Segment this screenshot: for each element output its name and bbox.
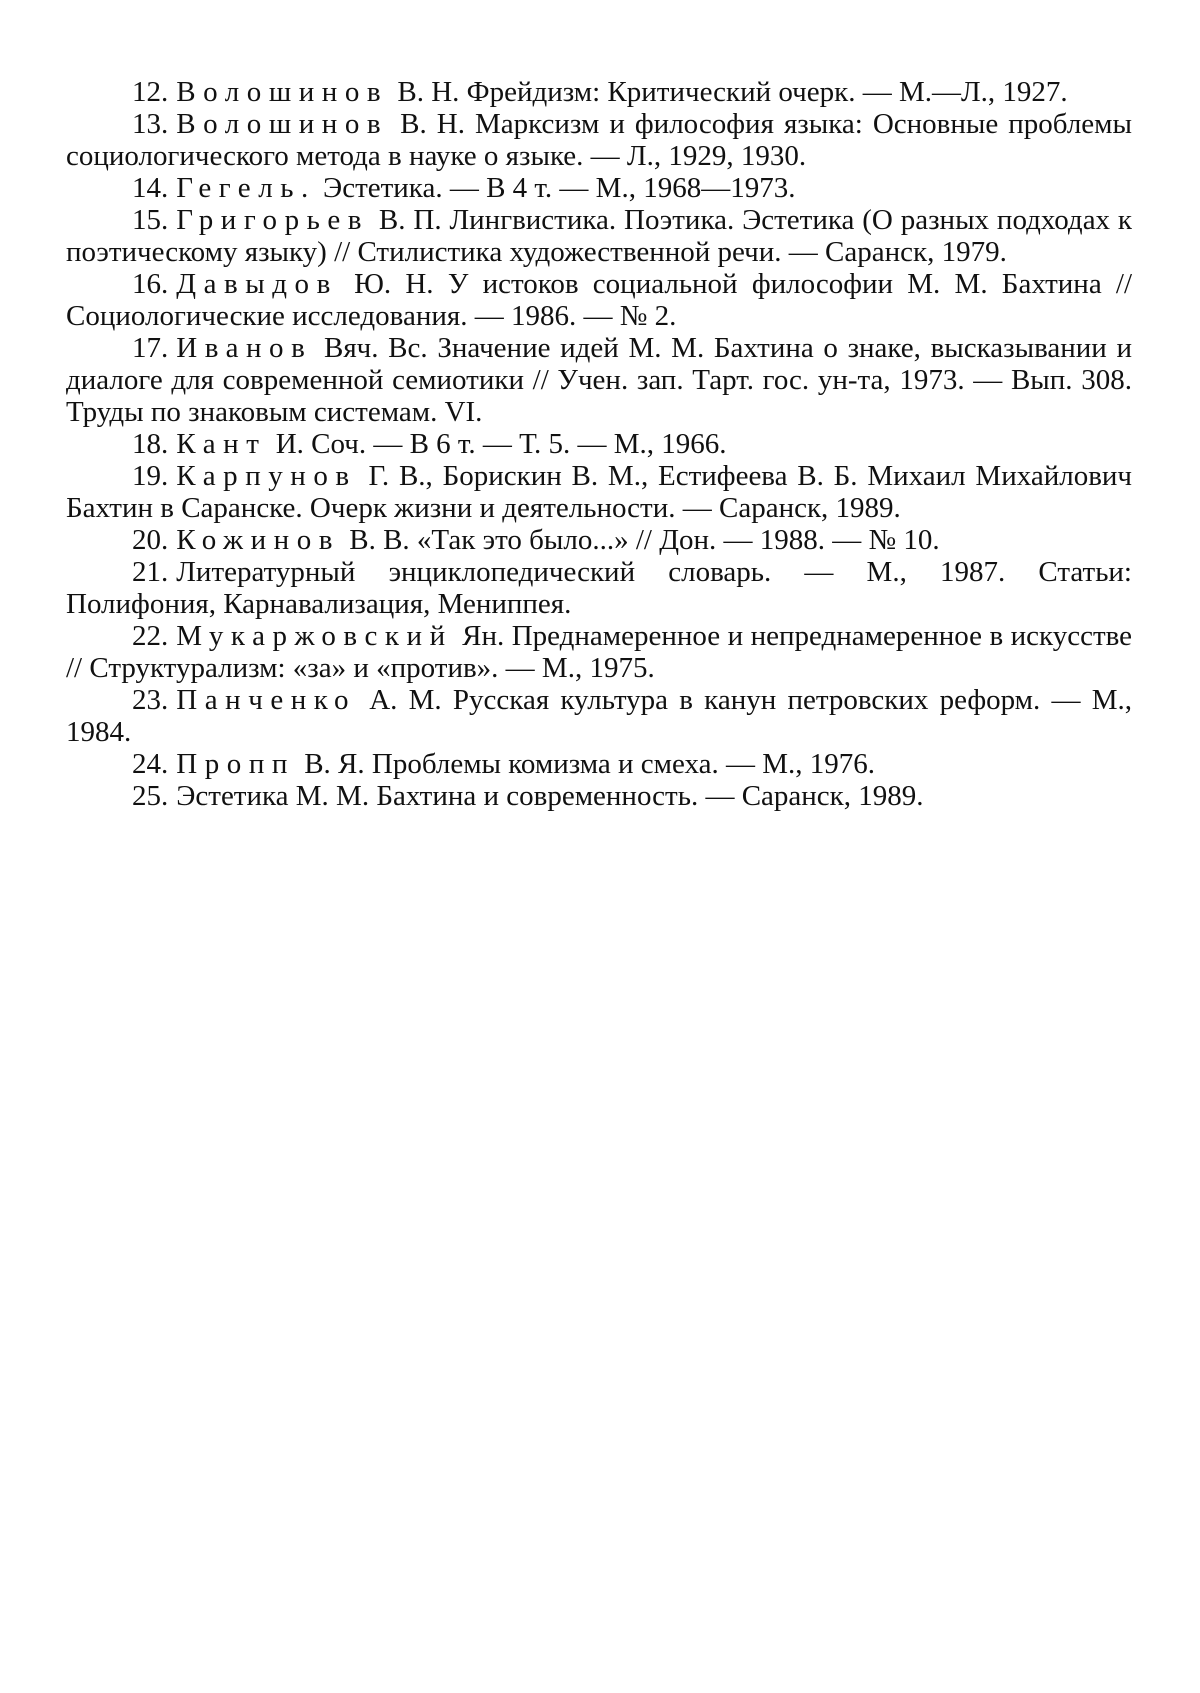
entry-text: Фрейдизм: Критический очерк. — М.—Л., 1927. (466, 76, 1068, 108)
entry-initials: В. В. (349, 524, 410, 556)
entry-author: Мукаржовский (176, 620, 453, 652)
entry-text: Соч. — В 6 т. — Т. 5. — М., 1966. (311, 428, 727, 460)
entry-number: 17. (132, 332, 169, 364)
bibliography-entry (66, 332, 1132, 428)
entry-number: 22. (132, 620, 169, 652)
entry-number: 19. (132, 460, 169, 492)
entry-text: Литературный энциклопедический словарь. — М., 1987. Статьи: Полифония, Карнавализация, Мениппея. (66, 556, 1132, 620)
entry-author: Кант (176, 428, 267, 460)
entry-text: Эстетика. — В 4 т. — М., 1968—1973. (323, 172, 796, 204)
bibliography-entry (66, 428, 1132, 460)
bibliography-entry (66, 748, 1132, 780)
entry-number: 16. (132, 268, 169, 300)
entry-author: Кожинов (176, 524, 340, 556)
entry-author: Карпунов (176, 460, 357, 492)
bibliography-entry (66, 76, 1132, 108)
entry-text: Марксизм и философия языка: Основные проблемы социологического метода в науке о языке. — Л., 1929, 1930. (66, 108, 1132, 172)
entry-initials: Ян. (462, 620, 505, 652)
entry-author: Волошинов (176, 76, 389, 108)
entry-text: Русская культура в канун петровских реформ. — М., 1984. (66, 684, 1133, 748)
bibliography-entry (66, 460, 1132, 524)
entry-initials: В. Я. (304, 748, 365, 780)
bibliography-entry (66, 620, 1132, 684)
bibliography-entry (66, 204, 1132, 268)
entry-text: Значение идей М. М. Бахтина о знаке, высказывании и диалоге для современной семиотики // Учен. зап. Тарт. гос. ун-та, 1973. — Вып. 308. Труды по знаковым системам. VI. (66, 332, 1133, 428)
entry-text: Проблемы комизма и смеха. — М., 1976. (371, 748, 876, 780)
bibliography-entry (66, 524, 1132, 556)
entry-author: Панченко (176, 684, 356, 716)
entry-author: Григорьев (176, 204, 370, 236)
bibliography-entry (66, 684, 1132, 748)
bibliography-entry (66, 108, 1132, 172)
entry-number: 18. (132, 428, 169, 460)
entry-initials: Вяч. Вс. (324, 332, 428, 364)
entry-number: 23. (132, 684, 169, 716)
entry-author: Давыдов (176, 268, 338, 300)
bibliography-entry (66, 780, 1132, 812)
entry-initials: В. Н. (397, 76, 460, 108)
entry-text: Эстетика М. М. Бахтина и современность. — Саранск, 1989. (176, 780, 924, 812)
entry-initials: И. (275, 428, 304, 460)
bibliography-entry (66, 268, 1132, 332)
entry-text: У истоков социальной философии М. М. Бахтина // Социологические исследования. — 1986. — № 2. (66, 268, 1133, 332)
bibliography-entry (66, 556, 1132, 620)
entry-number: 15. (132, 204, 169, 236)
entry-number: 14. (132, 172, 169, 204)
bibliography-entry (66, 172, 1132, 204)
entry-text: Преднамеренное и непреднамеренное в искусстве // Структурализм: «за» и «против». — М., 1975. (66, 620, 1133, 684)
entry-number: 13. (132, 108, 169, 140)
entry-initials: А. М. (369, 684, 442, 716)
entry-author: Волошинов (176, 108, 389, 140)
entry-initials: Г. В., Борискин В. М., Естифеева В. Б. (368, 460, 858, 492)
entry-text: «Так это было...» // Дон. — 1988. — № 10. (416, 524, 940, 556)
entry-initials: В. Н. (400, 108, 465, 140)
entry-number: 20. (132, 524, 169, 556)
entry-text: Лингвистика. Поэтика. Эстетика (О разных подходах к поэтическому языку) // Стилистика художественной речи. — Саранск, 1979. (66, 204, 1133, 268)
bibliography-list (66, 76, 1132, 812)
entry-author: Иванов (176, 332, 313, 364)
entry-initials: Ю. Н. (354, 268, 434, 300)
entry-number: 12. (132, 76, 169, 108)
entry-initials: В. П. (378, 204, 442, 236)
entry-author: Гегель. (176, 172, 316, 204)
entry-number: 25. (132, 780, 169, 812)
entry-text: Михаил Михайлович Бахтин в Саранске. Очерк жизни и деятельности. — Саранск, 1989. (66, 460, 1133, 524)
entry-number: 21. (132, 556, 169, 588)
entry-author: Пропп (176, 748, 295, 780)
entry-number: 24. (132, 748, 169, 780)
